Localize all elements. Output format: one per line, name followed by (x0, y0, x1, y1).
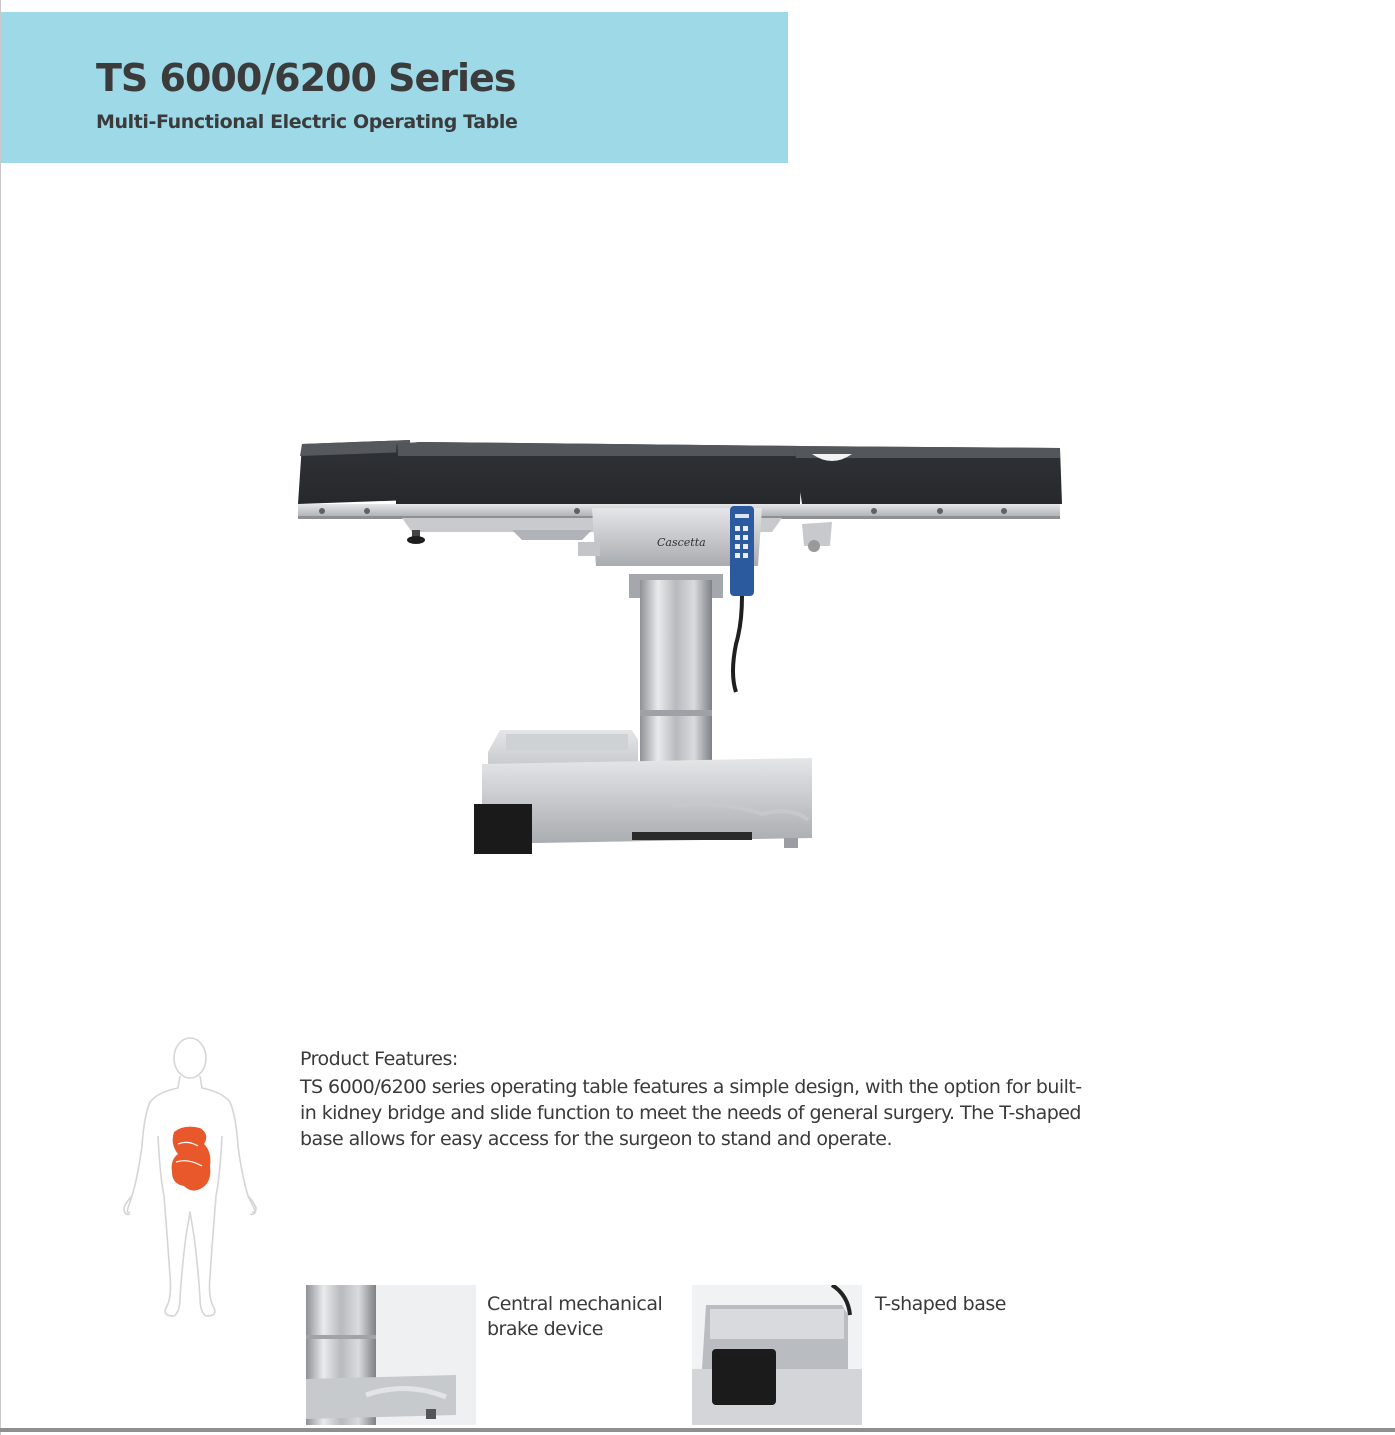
detail-caption-base: T-shaped base (875, 1293, 1006, 1315)
brake-device-photo (306, 1285, 476, 1425)
page-title: TS 6000/6200 Series (96, 56, 516, 100)
brand-mark: Cascetta (657, 536, 706, 549)
page-left-border (0, 0, 1, 1435)
bottom-divider (0, 1428, 1395, 1432)
page-subtitle: Multi-Functional Electric Operating Table (96, 111, 518, 133)
operating-table-photo (292, 434, 1072, 854)
detail-caption-brake: Central mechanical brake device (487, 1293, 663, 1340)
features-heading: Product Features: (300, 1048, 458, 1070)
features-description: TS 6000/6200 series operating table features a simple design, with the option for built-in kidney bridge and slide function to meet the needs of general surgery. The T-shaped base allows for easy access for the surgeon to stand and operate. (300, 1076, 1082, 1150)
t-base-photo (692, 1285, 862, 1425)
human-body-abdomen-icon (114, 1036, 270, 1326)
